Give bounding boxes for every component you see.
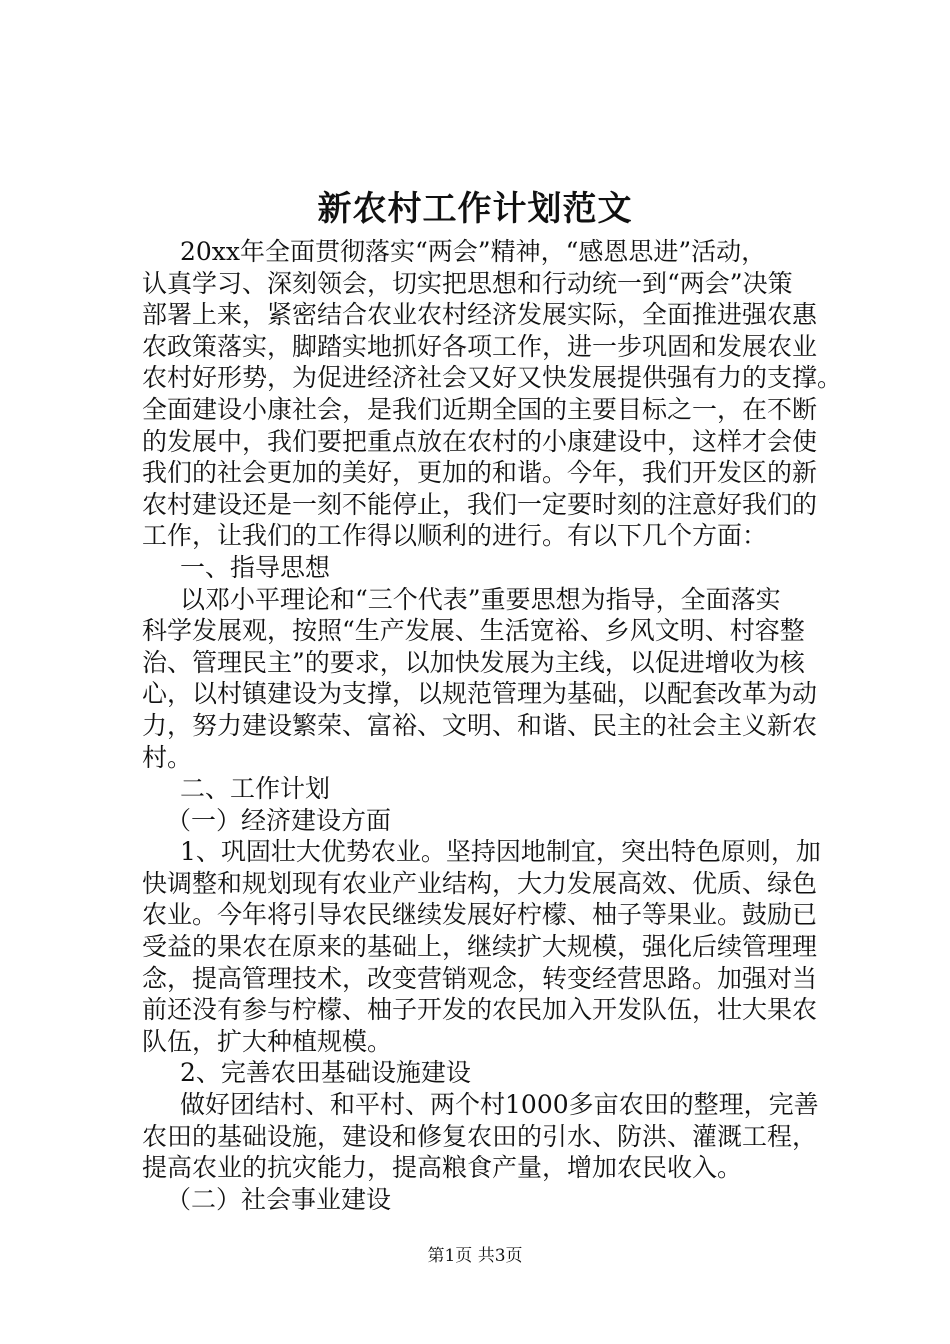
page-title: 新农村工作计划范文	[317, 189, 633, 229]
text-line: 科学发展观，按照“生产发展、生活宽裕、乡风文明、村容整	[142, 616, 805, 646]
text-line: 我们的社会更加的美好，更加的和谐。今年，我们开发区的新	[142, 458, 818, 488]
subsection-heading: 2、完善农田基础设施建设	[180, 1058, 471, 1088]
text-line: 的发展中，我们要把重点放在农村的小康建设中，这样才会使	[142, 426, 818, 456]
subsection-heading: （二）社会事业建设	[166, 1184, 392, 1214]
text-line: 20xx年全面贯彻落实“两会”精神，“感恩思进”活动，	[180, 237, 767, 266]
text-line: 做好团结村、和平村、两个村1000多亩农田的整理，完善	[180, 1090, 819, 1120]
text-line: 农村建设还是一刻不能停止，我们一定要时刻的注意好我们的	[142, 489, 818, 519]
text-line: 前还没有参与柠檬、柚子开发的农民加入开发队伍，壮大果农	[142, 995, 818, 1025]
text-line: 心，以村镇建设为支撑，以规范管理为基础，以配套改革为动	[142, 679, 818, 709]
text-line: 认真学习、深刻领会，切实把思想和行动统一到“两会”决策	[142, 268, 793, 298]
text-line: 治、管理民主”的要求，以加快发展为主线，以促进增收为核	[142, 647, 805, 677]
text-line: 农田的基础设施，建设和修复农田的引水、防洪、灌溉工程，	[142, 1121, 818, 1151]
text-line: 念，提高管理技术，改变营销观念，转变经营思路。加强对当	[142, 963, 818, 993]
text-line: 以邓小平理论和“三个代表”重要思想为指导，全面落实	[180, 584, 781, 614]
text-line: 农业。今年将引导农民继续发展好柠檬、柚子等果业。鼓励已	[142, 900, 818, 930]
text-line: 工作，让我们的工作得以顺利的进行。有以下几个方面：	[142, 521, 768, 551]
document-body	[142, 236, 843, 1215]
section-heading: 二、工作计划	[180, 774, 331, 804]
text-line: 农村好形势，为促进经济社会又好又快发展提供强有力的支撑。	[142, 363, 843, 393]
text-line: 村。	[142, 742, 193, 772]
text-line: 1、巩固壮大优势农业。坚持因地制宜，突出特色原则，加	[180, 837, 821, 867]
text-line: 全面建设小康社会，是我们近期全国的主要目标之一，在不断	[142, 394, 818, 424]
text-line: 受益的果农在原来的基础上，继续扩大规模，强化后续管理理	[142, 932, 818, 962]
text-line: 部署上来，紧密结合农业农村经济发展实际，全面推进强农惠	[142, 300, 818, 330]
section-heading: 一、指导思想	[180, 552, 331, 582]
text-line: 农政策落实，脚踏实地抓好各项工作，进一步巩固和发展农业	[142, 331, 818, 361]
text-line: 快调整和规划现有农业产业结构，大力发展高效、优质、绿色	[142, 868, 818, 898]
text-line: 队伍，扩大种植规模。	[142, 1026, 393, 1056]
subsection-heading: （一）经济建设方面	[166, 805, 392, 835]
page-number-footer: 第1页 共3页	[427, 1246, 523, 1266]
text-line: 力，努力建设繁荣、富裕、文明、和谐、民主的社会主义新农	[142, 710, 818, 740]
text-line: 提高农业的抗灾能力，提高粮食产量，增加农民收入。	[142, 1153, 743, 1183]
